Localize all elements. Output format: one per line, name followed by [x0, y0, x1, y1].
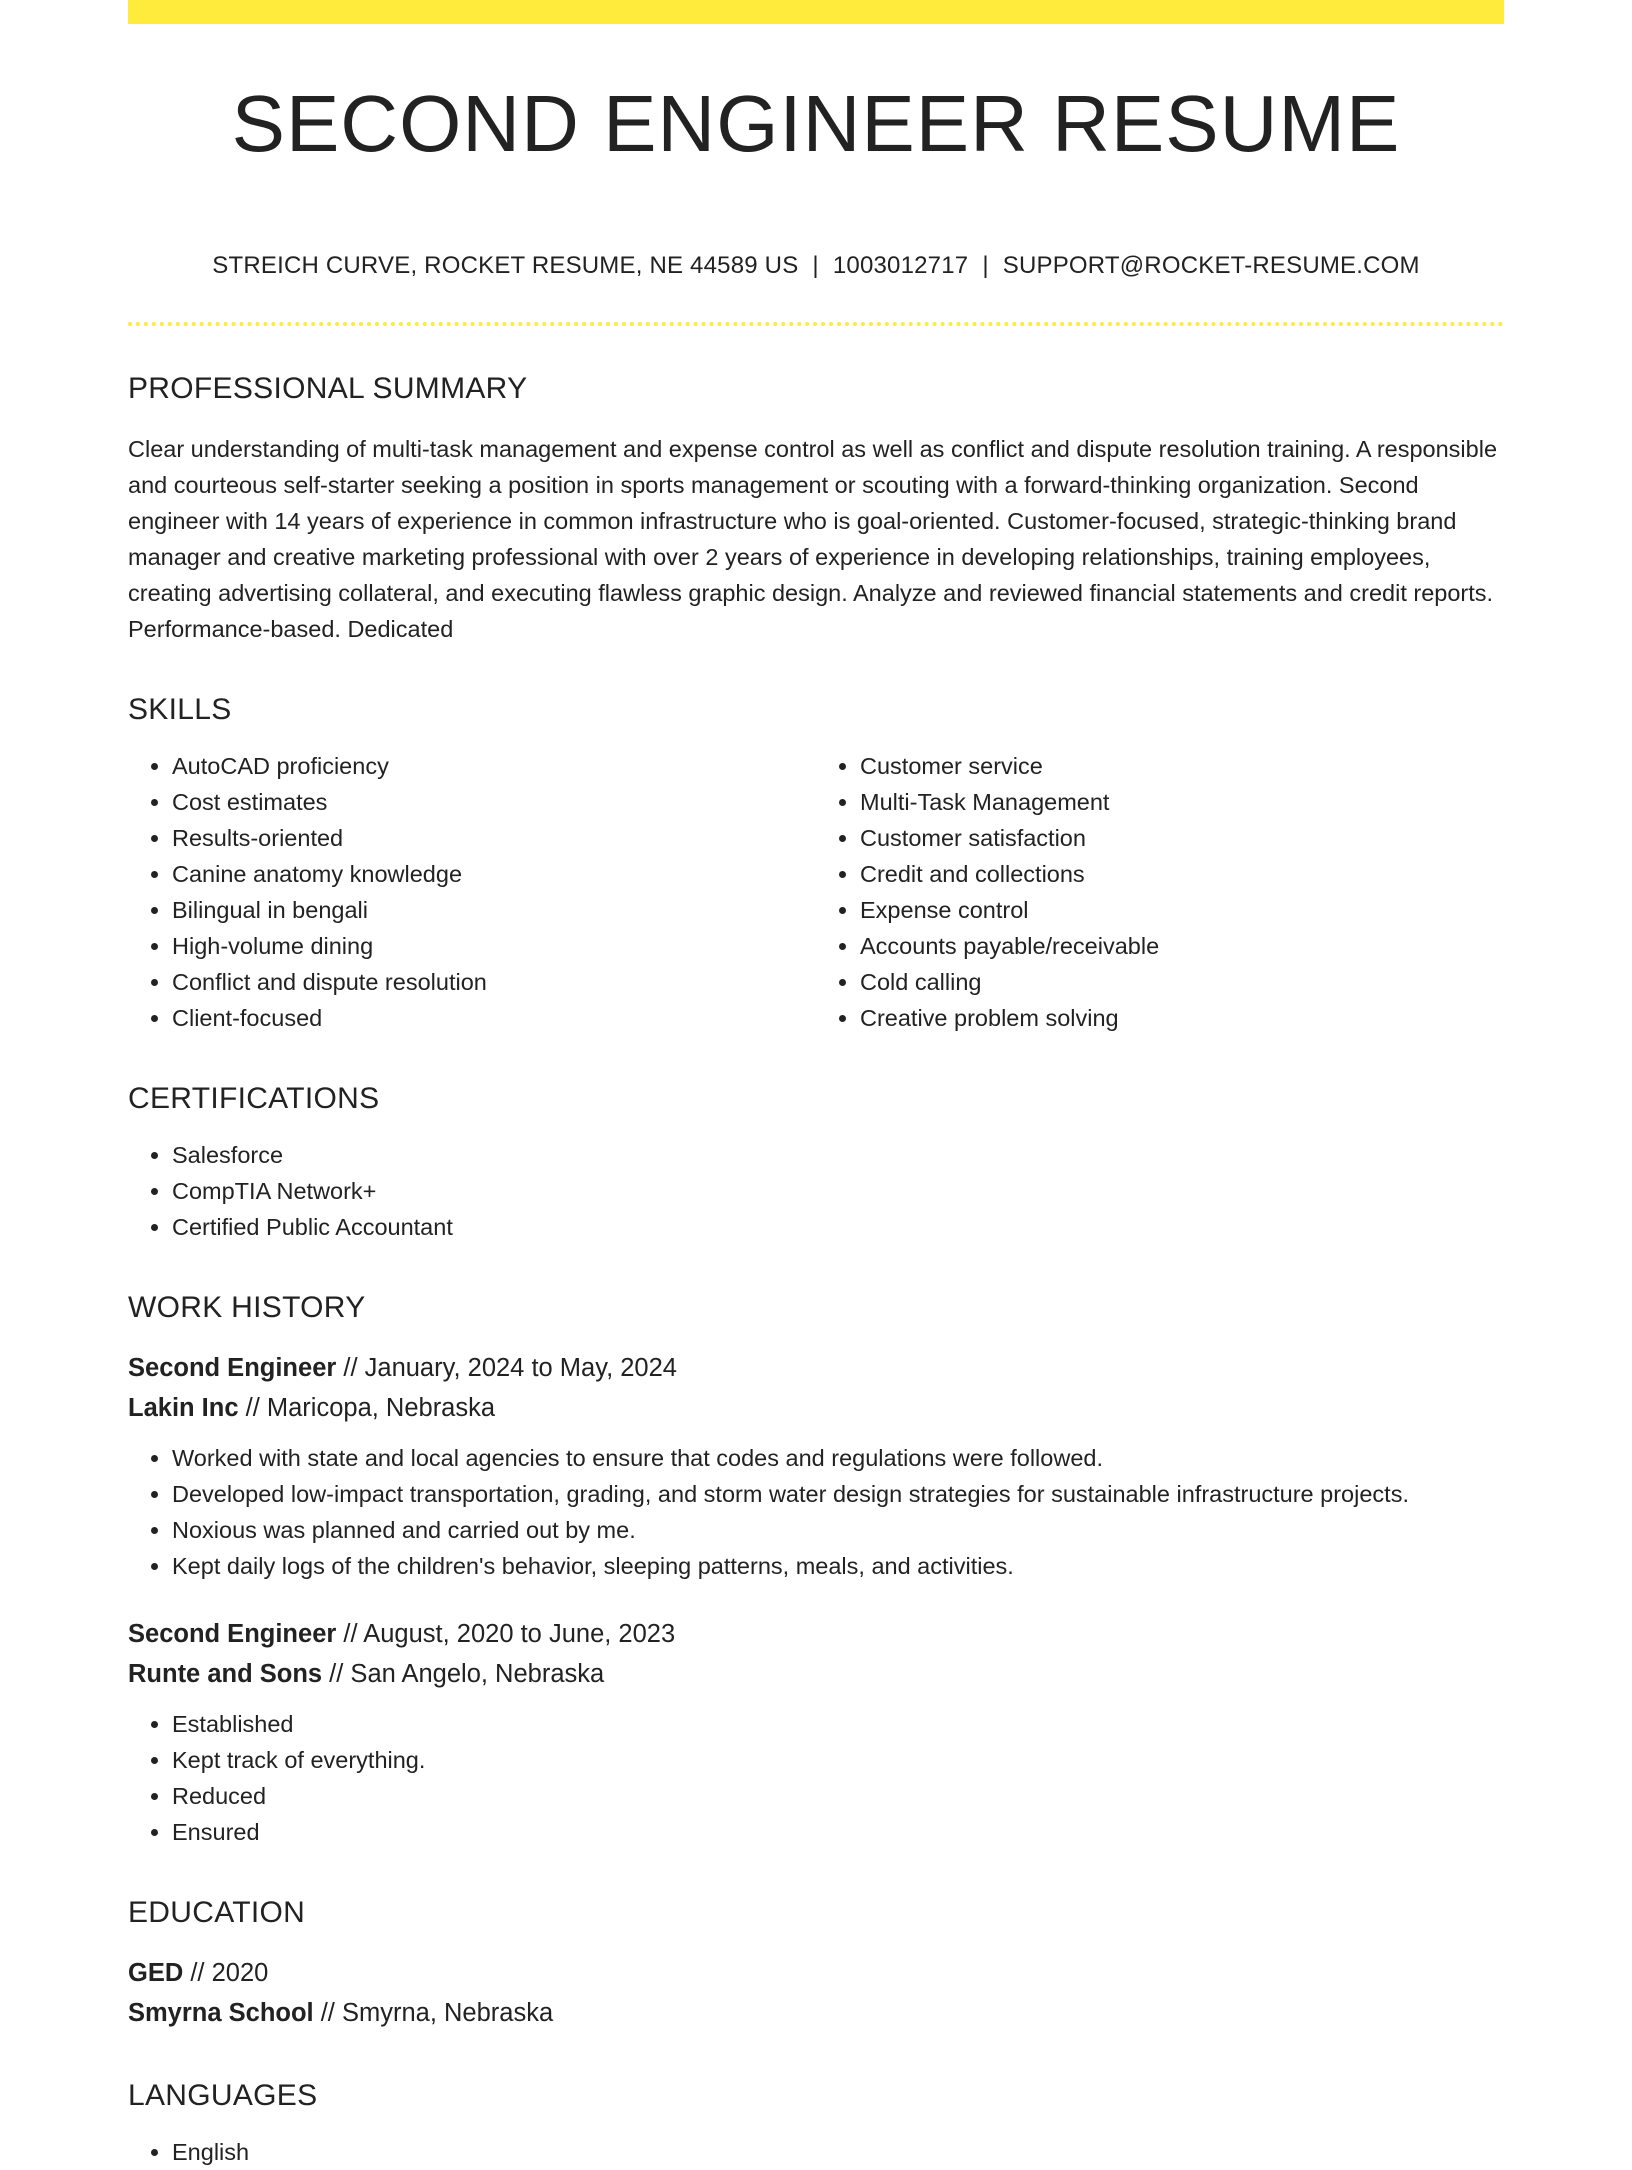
skill-item: • Credit and collections: [860, 856, 1504, 892]
skill-item: • Conflict and dispute resolution: [172, 964, 816, 1000]
job-header: [128, 1348, 1504, 1428]
contact-address: STREICH CURVE, ROCKET RESUME, NE 44589 US: [212, 252, 799, 279]
skill-item: • Cold calling: [860, 964, 1504, 1000]
education-year: // 2020: [183, 1959, 269, 1987]
job-entry: [128, 1348, 1504, 1584]
certifications-list: [128, 1137, 1504, 1245]
job-location: // San Angelo, Nebraska: [322, 1660, 605, 1688]
certification-item: • Certified Public Accountant: [172, 1209, 1504, 1245]
skill-item: • Client-focused: [172, 1000, 816, 1036]
skill-item: • Creative problem solving: [860, 1000, 1504, 1036]
job-company-line: [128, 1654, 1504, 1694]
education-location: // Smyrna, Nebraska: [313, 1999, 554, 2027]
job-role: Second Engineer: [128, 1620, 337, 1648]
job-entry: [128, 1614, 1504, 1850]
summary-heading: PROFESSIONAL SUMMARY: [128, 372, 528, 405]
languages-list: [128, 2134, 1504, 2170]
skill-item: • High-volume dining: [172, 928, 816, 964]
job-dates: // January, 2024 to May, 2024: [336, 1354, 677, 1382]
skill-item: • Bilingual in bengali: [172, 892, 816, 928]
contact-separator: |: [982, 252, 989, 279]
contact-separator: |: [812, 252, 819, 279]
skill-item: • Accounts payable/receivable: [860, 928, 1504, 964]
summary-text: Clear understanding of multi-task management and expense control as well as conflict and dispute resolution training. A responsible and courteous self-starter seeking a position in sports management or scouting with a forward-thinking organization. Second engineer with 14 years of experience in common infrastructure who is goal-oriented. Customer-focused, strategic-thinking brand manager and creative marketing professional with over 2 years of experience in developing relationships, training employees, creating advertising collateral, and executing flawless graphic design. Analyze and reviewed financial statements and credit reports. Performance-based. Dedicated: [128, 436, 1498, 642]
skill-item: • Canine anatomy knowledge: [172, 856, 816, 892]
skills-heading: SKILLS: [128, 693, 232, 726]
contact-email: SUPPORT@ROCKET-RESUME.COM: [1002, 252, 1420, 279]
education-school: Smyrna School: [128, 1999, 314, 2027]
education-entry: [128, 1953, 1504, 2033]
job-header: [128, 1614, 1504, 1694]
job-company: Runte and Sons: [128, 1660, 323, 1688]
skill-item: • Customer satisfaction: [860, 820, 1504, 856]
certifications-heading: CERTIFICATIONS: [128, 1082, 380, 1115]
work-history-heading: WORK HISTORY: [128, 1291, 366, 1324]
contact-phone: 1003012717: [832, 252, 969, 279]
job-duty-item: • Ensured: [172, 1814, 1504, 1850]
skill-item: • Cost estimates: [172, 784, 816, 820]
skills-grid: [128, 748, 1504, 1036]
certification-item: • CompTIA Network+: [172, 1173, 1504, 1209]
skill-item: • Expense control: [860, 892, 1504, 928]
education-school-line: [128, 1993, 1504, 2033]
job-duties-list: [128, 1706, 1504, 1850]
job-duty-item: • Developed low-impact transportation, grading, and storm water design strategies for sustainable infrastructure projects.: [172, 1476, 1504, 1512]
job-role: Second Engineer: [128, 1354, 337, 1382]
language-item: • English: [172, 2134, 1504, 2170]
resume-page: [128, 0, 1504, 2170]
job-company-line: [128, 1388, 1504, 1428]
skills-list-right: [816, 748, 1504, 1036]
job-location: // Maricopa, Nebraska: [238, 1394, 496, 1422]
resume-title: SECOND ENGINEER RESUME: [231, 79, 1401, 168]
education-degree: GED: [128, 1959, 184, 1987]
job-duty-item: • Reduced: [172, 1778, 1504, 1814]
job-duty-item: • Kept daily logs of the children's behavior, sleeping patterns, meals, and activities.: [172, 1548, 1504, 1584]
certification-item: • Salesforce: [172, 1137, 1504, 1173]
skill-item: • Results-oriented: [172, 820, 816, 856]
job-duty-item: • Noxious was planned and carried out by me.: [172, 1512, 1504, 1548]
skill-item: • Multi-Task Management: [860, 784, 1504, 820]
header-divider: [128, 322, 1504, 326]
education-heading: EDUCATION: [128, 1896, 306, 1929]
accent-top-bar: [128, 0, 1504, 24]
contact-line: [128, 252, 1504, 280]
job-dates: // August, 2020 to June, 2023: [336, 1620, 676, 1648]
skills-list-left: [128, 748, 816, 1036]
languages-heading: LANGUAGES: [128, 2079, 318, 2112]
job-company: Lakin Inc: [128, 1394, 239, 1422]
job-duties-list: [128, 1440, 1504, 1584]
job-title-line: [128, 1348, 1504, 1388]
job-duty-item: • Established: [172, 1706, 1504, 1742]
job-duty-item: • Kept track of everything.: [172, 1742, 1504, 1778]
job-title-line: [128, 1614, 1504, 1654]
skill-item: • Customer service: [860, 748, 1504, 784]
education-degree-line: [128, 1953, 1504, 1993]
job-duty-item: • Worked with state and local agencies to ensure that codes and regulations were followed.: [172, 1440, 1504, 1476]
skill-item: • AutoCAD proficiency: [172, 748, 816, 784]
